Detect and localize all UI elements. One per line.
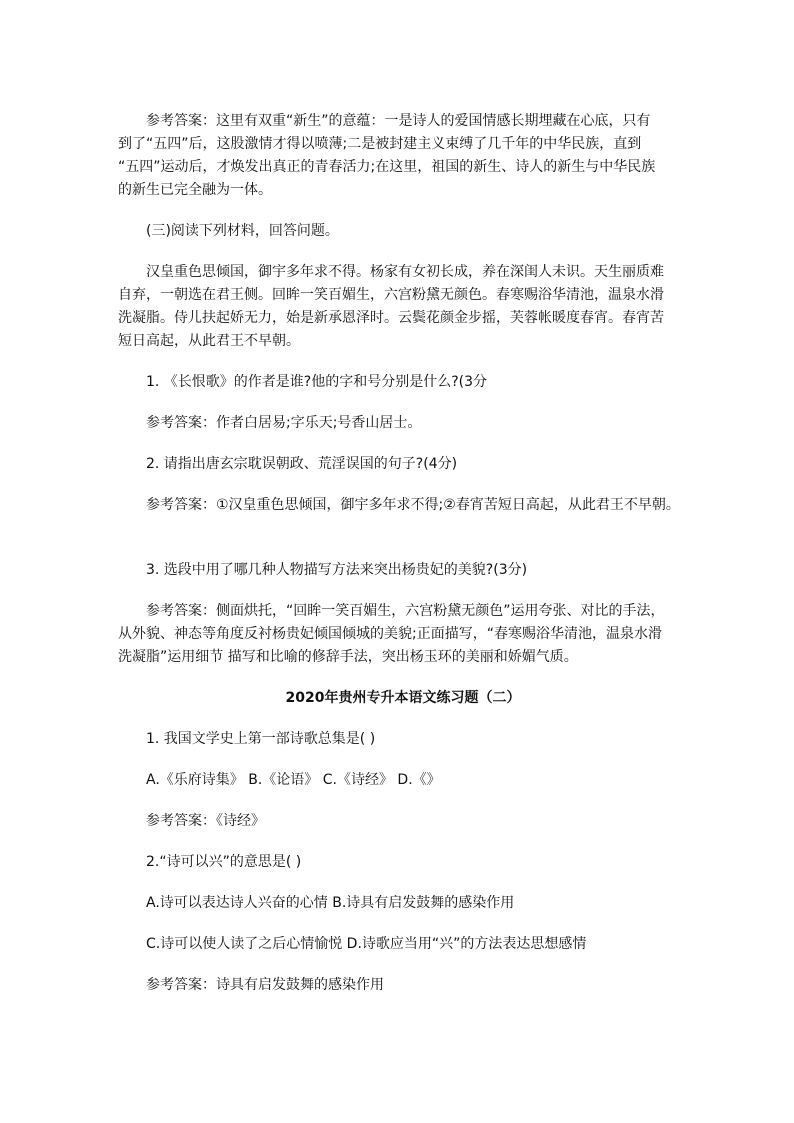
text-line: 到了“五四”后，这股激情才得以喷薄;二是被封建主义束缚了几千年的中华民族，直到	[118, 136, 642, 152]
question-3: 3. 选段中用了哪几种人物描写方法来突出杨贵妃的美貌?(3分)	[146, 562, 528, 578]
question-5-options-2: C.诗可以使人读了之后心情愉悦 D.诗歌应当用“兴”的方法表达思想感情	[146, 936, 587, 952]
answer-1: 参考答案：作者白居易;字乐天;号香山居士。	[146, 415, 422, 431]
answer-3	[118, 600, 688, 669]
question-4: 1. 我国文学史上第一部诗歌总集是( )	[146, 731, 376, 747]
text-line: 汉皇重色思倾国，御宇多年求不得。杨家有女初长成，养在深闺人未识。天生丽质难	[146, 264, 664, 280]
answer-5: 参考答案：诗具有启发鼓舞的感染作用	[146, 977, 384, 993]
answer-4: 参考答案：《诗经》	[146, 813, 265, 829]
text-line: 从外貌、神态等角度反衬杨贵妃倾国倾城的美貌;正面描写，“春寒赐浴华清池，温泉水滑	[118, 626, 662, 642]
document-page	[118, 110, 688, 997]
text-line: “五四”运动后，才焕发出真正的青春活力;在这里，祖国的新生、诗人的新生与中华民族	[118, 159, 656, 175]
poem-excerpt	[118, 261, 688, 353]
question-5-options-1: A.诗可以表达诗人兴奋的心情 B.诗具有启发鼓舞的感染作用	[146, 895, 515, 911]
text-line: 洗凝脂”运用细节 描写和比喻的修辞手法，突出杨玉环的美丽和娇媚气质。	[118, 649, 578, 665]
text-line: 参考答案：这里有双重“新生”的意蕴：一是诗人的爱国情感长期埋藏在心底，只有	[146, 113, 651, 129]
exercise-title: 2020年贵州专升本语文练习题（二）	[285, 690, 521, 706]
text-line: 洗凝脂。侍儿扶起娇无力，始是新承恩泽时。云鬓花颜金步摇，芙蓉帐暖度春宵。春宵苦	[118, 310, 664, 326]
text-line: 短日高起，从此君王不早朝。	[118, 333, 300, 349]
text-line: 自弃，一朝选在君王侧。回眸一笑百媚生，六宫粉黛无颜色。春寒赐浴华清池，温泉水滑	[118, 287, 664, 303]
question-1: 1. 《长恨歌》的作者是谁?他的字和号分别是什么?(3分	[146, 374, 488, 390]
question-5: 2.“诗可以兴”的意思是( )	[146, 854, 302, 870]
question-4-options: A.《乐府诗集》 B.《论语》 C.《诗经》 D.《》	[146, 772, 441, 788]
text-line: 参考答案：侧面烘托，“回眸一笑百媚生，六宫粉黛无颜色”运用夸张、对比的手法，	[146, 603, 665, 619]
answer-paragraph-1	[118, 110, 688, 202]
text-line: 的新生已完全融为一体。	[118, 182, 272, 198]
answer-2: 参考答案：①汉皇重色思倾国，御宇多年求不得;②春宵苦短日高起，从此君王不早朝。	[146, 497, 680, 513]
question-2: 2. 请指出唐玄宗耽误朝政、荒淫误国的句子?(4分)	[146, 456, 458, 472]
section-heading: (三)阅读下列材料，回答问题。	[146, 223, 339, 239]
